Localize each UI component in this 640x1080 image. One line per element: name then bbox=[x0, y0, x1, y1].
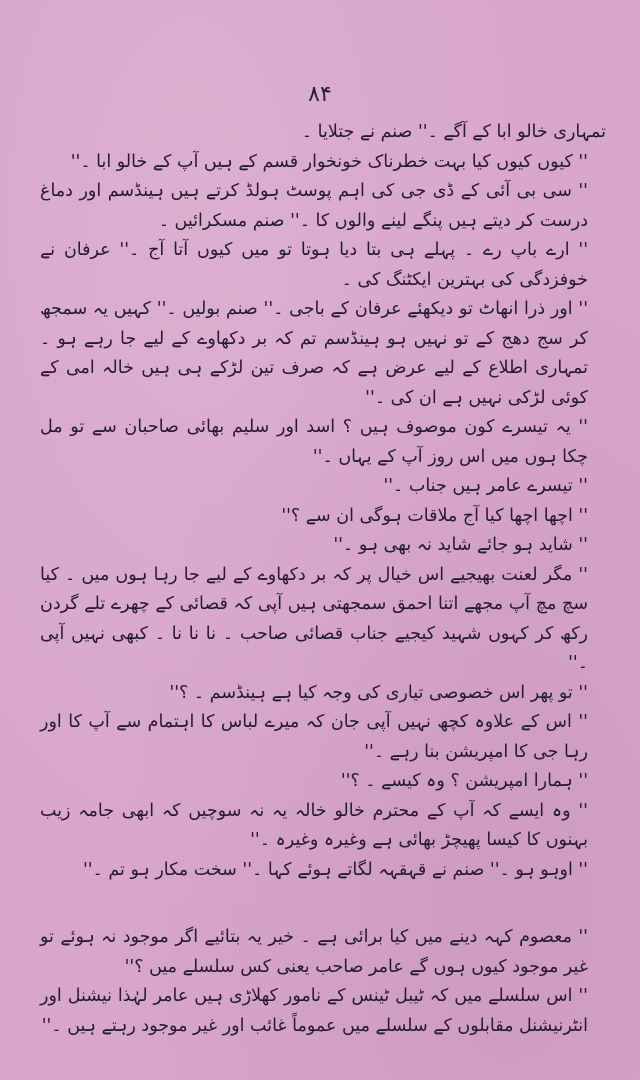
paragraph: '' یہ تیسرے کون موصوف ہیں ؟ اسد اور سلیم بھائی صاحبان سے تو مل چکا ہوں میں اس روز آپ کے یہاں ۔'' bbox=[40, 417, 588, 467]
paragraph: '' تو پھر اس خصوصی تیاری کی وجہ کیا ہے ہینڈسم ۔ ؟'' bbox=[169, 682, 588, 703]
page-text-body bbox=[40, 118, 606, 1041]
paragraph: تمہاری خالو ابا کے آگے ۔'' صنم نے جتلایا ۔ bbox=[301, 122, 606, 142]
page-number: ۸۴ bbox=[308, 82, 332, 107]
paragraph: '' ارے باپ رے ۔ پہلے ہی بتا دیا ہوتا تو میں کیوں آتا آج ۔'' عرفان نے خوفزدگی کی بہترین ایکٹنگ کی ۔ bbox=[40, 240, 588, 290]
paragraph: '' اس کے علاوہ کچھ نہیں آپی جان کہ میرے لباس کا اہتمام سے آپ کا اور رہا جی کا امپریشن بنا رہے ۔'' bbox=[40, 712, 588, 762]
paragraph: '' اور ذرا انھاٹ تو دیکھئے عرفان کے باجی ۔'' صنم بولیں ۔'' کہیں یہ سمجھ کر سج دھج کے تو نہیں ہو ہینڈسم تم کہ بر دکھاوے کے لیے جا رہے ہو ۔ تمہاری اطلاع کے لیے عرض ہے کہ صرف تین لڑکے ہی ہیں خالہ امی کے کوئی لڑکی نہیں ہے ان کی ۔'' bbox=[40, 299, 588, 408]
paragraph: '' سی بی آئی کے ڈی جی کی اہم پوسٹ ہولڈ کرتے ہیں ہینڈسم اور دماغ درست کر دیتے ہیں پنگے لینے والوں کا ۔'' صنم مسکرائیں ۔ bbox=[40, 181, 588, 231]
paragraph: '' اچھا اچھا کیا آج ملاقات ہوگی ان سے ؟'' bbox=[281, 505, 588, 526]
paragraph: '' کیوں کیوں کیا بہت خطرناک خونخوار قسم کے ہیں آپ کے خالو ابا ۔'' bbox=[70, 151, 588, 172]
paragraph: '' وہ ایسے کہ آپ کے محترم خالو خالہ یہ نہ سوچیں کہ ابھی جامہ زیب بہنوں کا کیسا پھیچڑ بھائی ہے وغیرہ وغیرہ ۔'' bbox=[40, 800, 588, 850]
paragraph: '' اس سلسلے میں کہ ٹیبل ٹینس کے نامور کھلاڑی ہیں عامر لہٰذا نیشنل اور انٹرنیشنل مقابلوں کے سلسلے میں عموماً غائب اور غیر موجود رہتے ہیں ۔'' bbox=[40, 986, 588, 1036]
paragraph: '' معصوم کہہ دینے میں کیا برائی ہے ۔ خیر یہ بتائیے اگر موجود نہ ہوئے تو غیر موجود کیوں ہوں گے عامر صاحب یعنی کس سلسلے میں ؟'' bbox=[40, 927, 588, 977]
paragraph: '' شاید ہو جائے شاید نہ بھی ہو ۔'' bbox=[333, 535, 588, 555]
paragraph: '' اوہو ہو ۔'' صنم نے قہقہہ لگاتے ہوئے کہا ۔'' سخت مکار ہو تم ۔'' bbox=[82, 859, 588, 880]
paragraph: '' ہمارا امپریشن ؟ وہ کیسے ۔ ؟'' bbox=[340, 771, 588, 791]
paragraph: '' مگر لعنت بھیجیے اس خیال پر کہ بر دکھاوے کے لیے جا رہا ہوں میں ۔ کیا سچ مچ آپ مجھے اتنا احمق سمجھتی ہیں آپی کہ قصائی کے چھرے تلے گردن رکھ کر کہوں شہید کیجیے جناب قصائی صاحب ۔ نا نا نا ۔ کبھی نہیں آپی ۔'' bbox=[40, 564, 588, 673]
paragraph: '' تیسرے عامر ہیں جناب ۔'' bbox=[383, 476, 588, 496]
